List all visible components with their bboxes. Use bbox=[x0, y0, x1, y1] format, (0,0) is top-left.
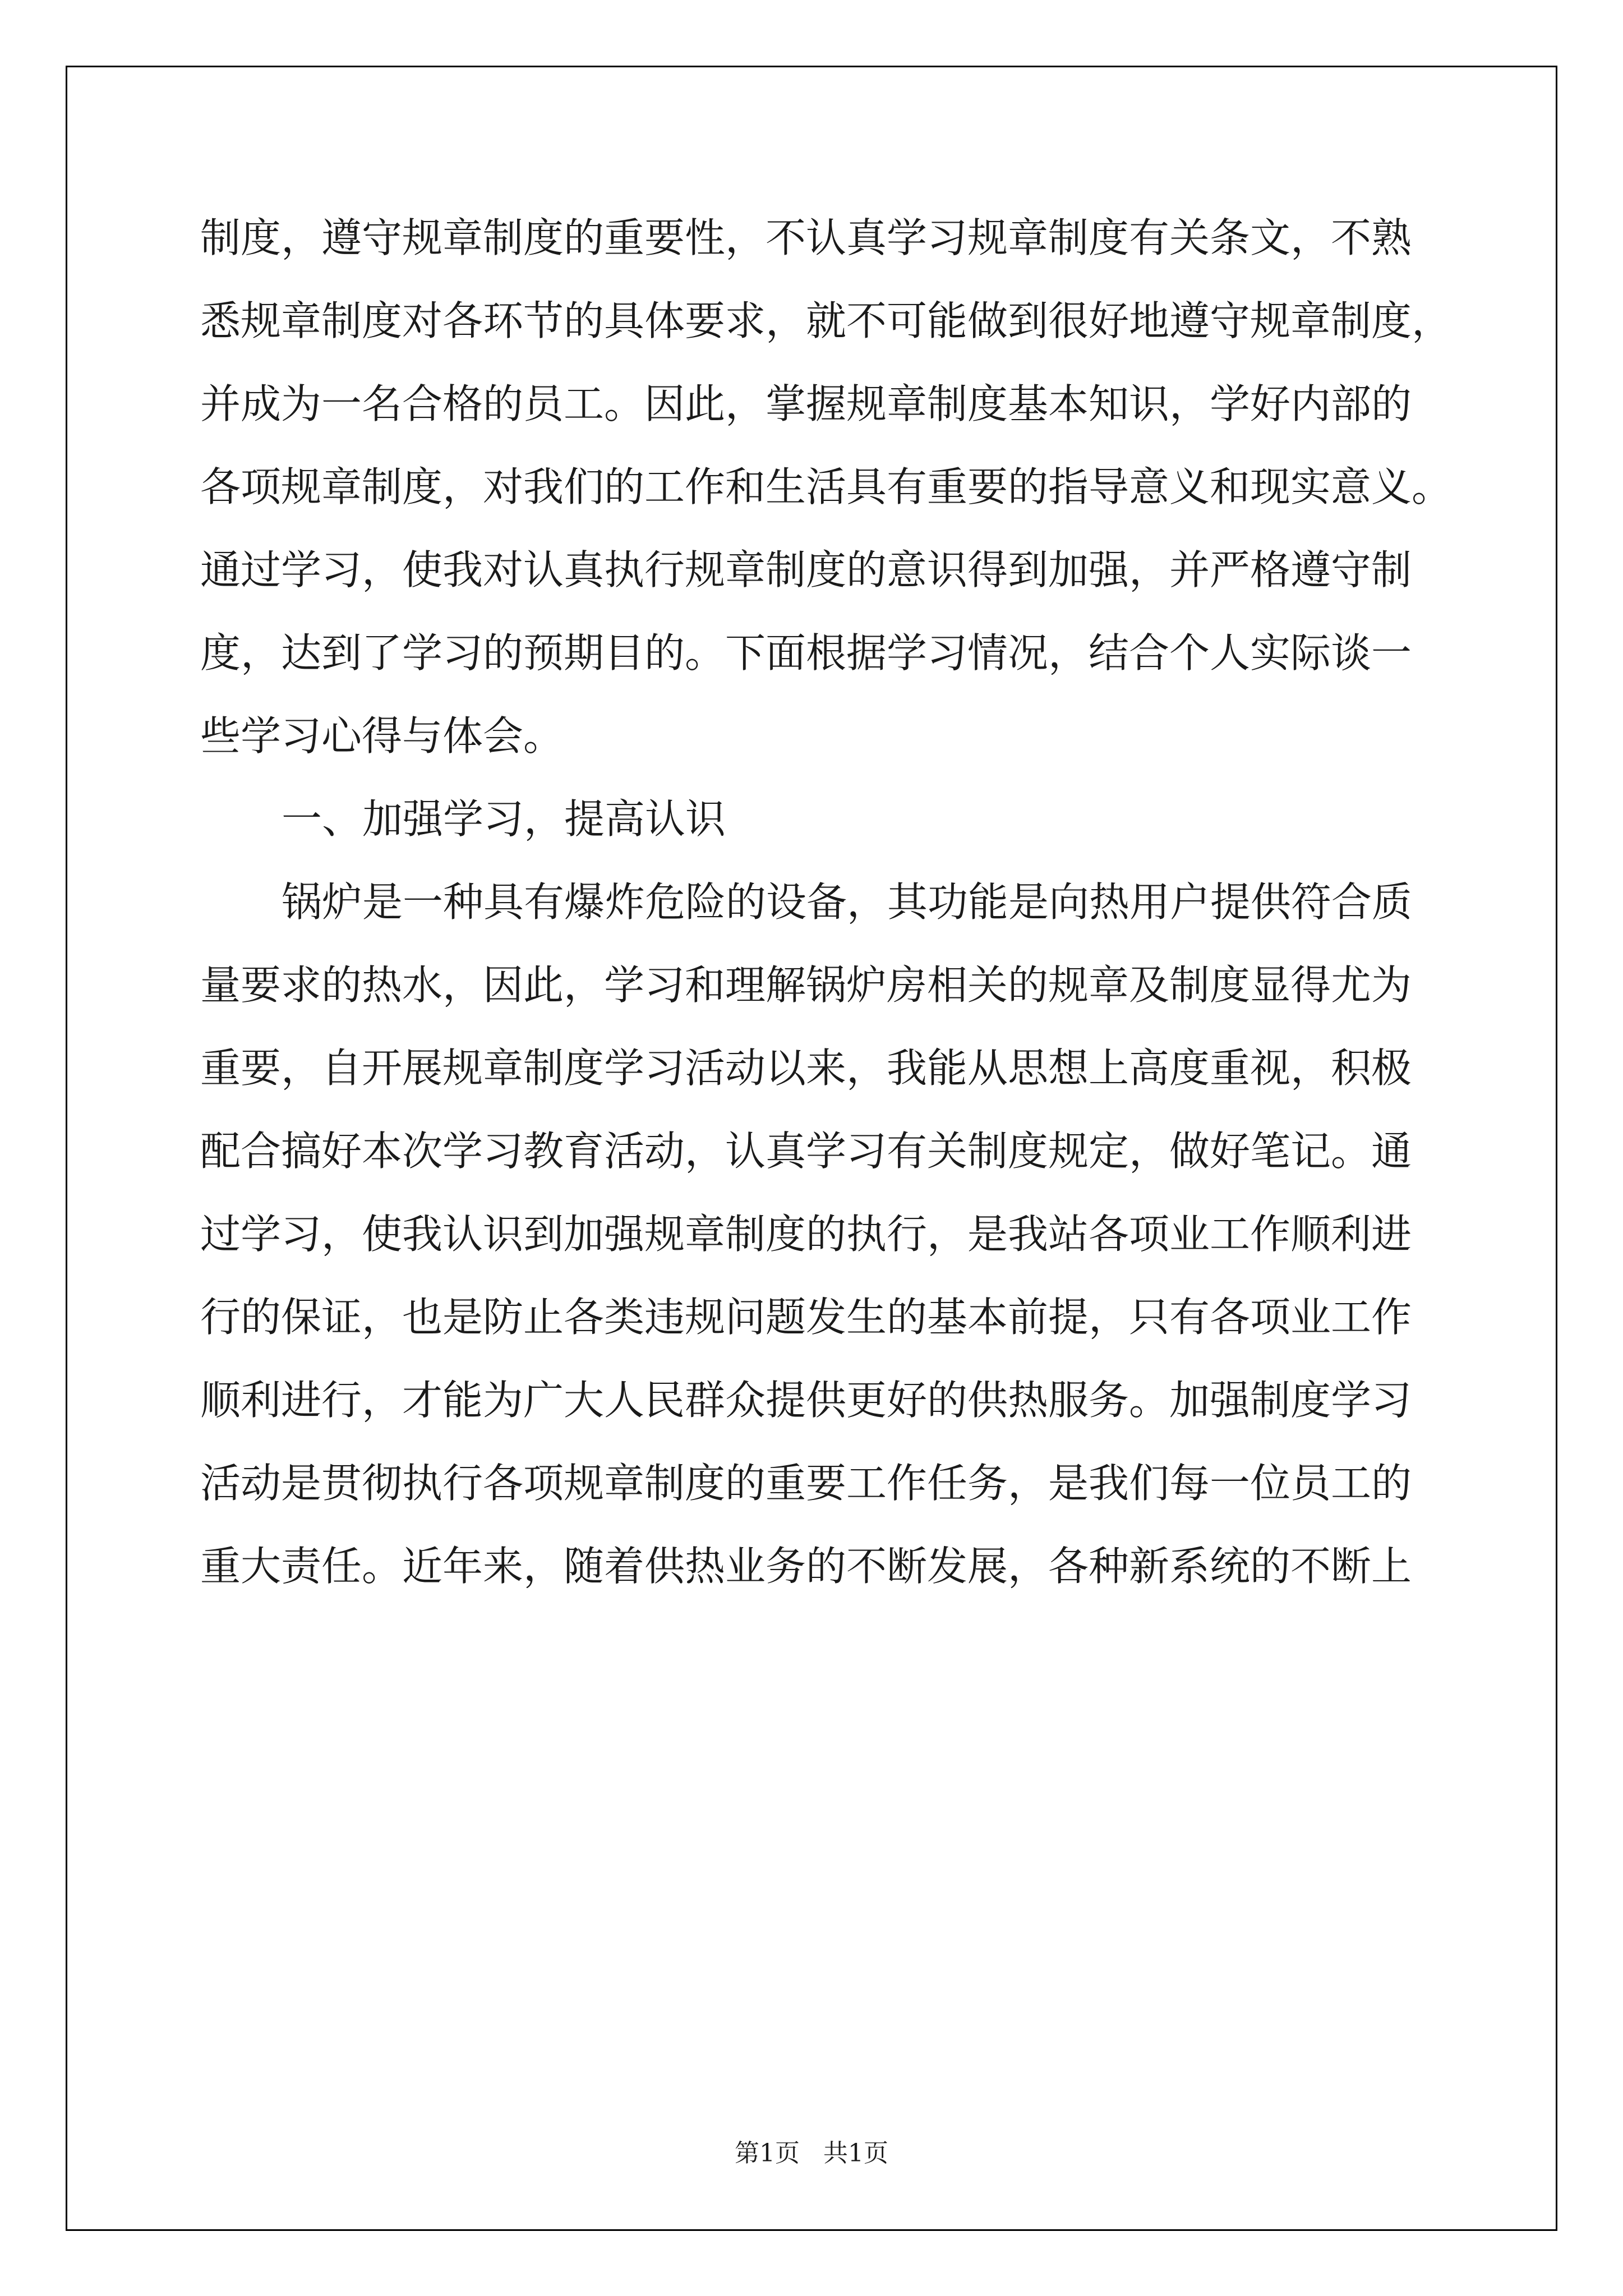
text-line: 重大责任。近年来，随着供热业务的不断发展，各种新系统的不断上 bbox=[200, 1543, 1412, 1590]
text-line: 通过学习，使我对认真执行规章制度的意识得到加强，并严格遵守制 bbox=[200, 546, 1412, 593]
section-heading: 一、加强学习，提高认识 bbox=[282, 795, 726, 843]
text-line: 行的保证，也是防止各类违规问题发生的基本前提，只有各项业工作 bbox=[200, 1294, 1412, 1341]
text-line: 锅炉是一种具有爆炸危险的设备，其功能是向热用户提供符合质 bbox=[282, 878, 1413, 926]
text-line: 量要求的热水，因此，学习和理解锅炉房相关的规章及制度显得尤为 bbox=[200, 961, 1412, 1009]
text-line: 制度，遵守规章制度的重要性，不认真学习规章制度有关条文，不熟 bbox=[200, 214, 1412, 261]
text-line: 并成为一名合格的员工。因此，掌握规章制度基本知识，学好内部的 bbox=[200, 380, 1412, 427]
text-line: 重要，自开展规章制度学习活动以来，我能从思想上高度重视，积极 bbox=[200, 1045, 1412, 1092]
text-line: 活动是贯彻执行各项规章制度的重要工作任务，是我们每一位员工的 bbox=[200, 1460, 1412, 1507]
text-line: 悉规章制度对各环节的具体要求，就不可能做到很好地遵守规章制度， bbox=[200, 297, 1453, 344]
text-line: 过学习，使我认识到加强规章制度的执行，是我站各项业工作顺利进 bbox=[200, 1211, 1412, 1258]
text-line: 配合搞好本次学习教育活动，认真学习有关制度规定，做好笔记。通 bbox=[200, 1128, 1412, 1175]
text-line: 各项规章制度，对我们的工作和生活具有重要的指导意义和现实意义。 bbox=[200, 463, 1453, 510]
text-line: 些学习心得与体会。 bbox=[200, 712, 564, 760]
page-number-footer: 第1页 共1页 bbox=[735, 2139, 888, 2168]
text-line: 度，达到了学习的预期目的。下面根据学习情况，结合个人实际谈一 bbox=[200, 629, 1412, 677]
text-line: 顺利进行，才能为广大人民群众提供更好的供热服务。加强制度学习 bbox=[200, 1377, 1412, 1424]
